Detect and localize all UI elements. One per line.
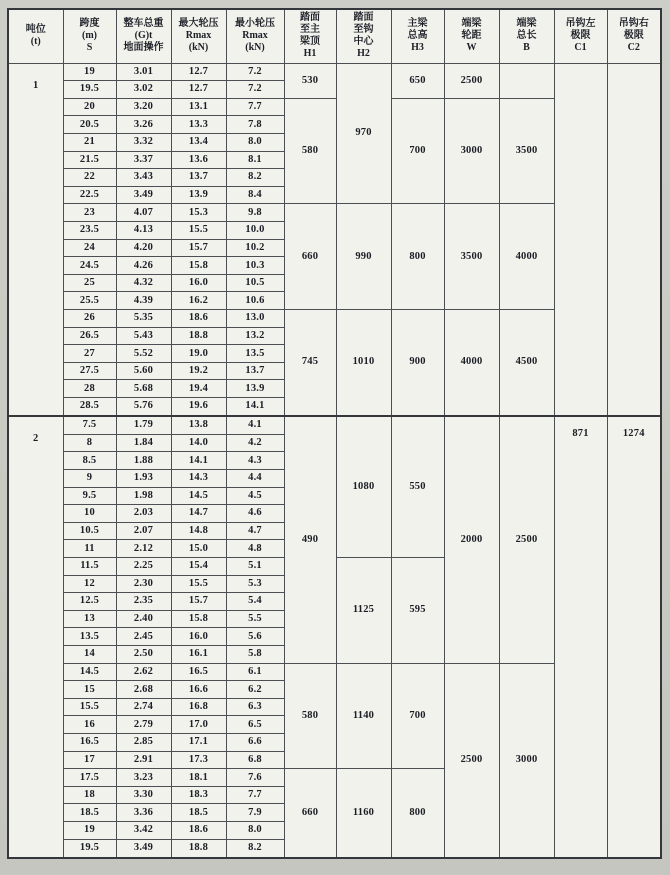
merged-cell-b: 4500 [499, 310, 554, 416]
cell-min-wheel-load: 13.2 [226, 327, 284, 345]
cell-min-wheel-load: 10.3 [226, 257, 284, 275]
cell-span: 23 [63, 204, 116, 222]
cell-span: 19 [63, 63, 116, 81]
header-line: Rmax [185, 30, 212, 42]
tonnage-cell: 1 [8, 63, 63, 416]
cell-total-weight: 2.07 [116, 522, 171, 540]
cell-span: 18 [63, 786, 116, 804]
merged-cell-h3: 900 [391, 310, 444, 416]
merged-cell-w: 3500 [444, 204, 499, 310]
merged-cell-h3: 650 [391, 63, 444, 98]
cell-min-wheel-load: 5.4 [226, 593, 284, 611]
cell-total-weight: 5.68 [116, 380, 171, 398]
merged-cell-h1: 530 [284, 63, 336, 98]
cell-total-weight: 3.23 [116, 769, 171, 787]
cell-total-weight: 3.26 [116, 116, 171, 134]
merged-cell-b: 2500 [499, 416, 554, 663]
cell-max-wheel-load: 18.3 [171, 786, 226, 804]
header-line: 最大轮压 [178, 18, 219, 30]
cell-min-wheel-load: 13.0 [226, 310, 284, 328]
cell-max-wheel-load: 15.7 [171, 593, 226, 611]
cell-total-weight: 1.88 [116, 452, 171, 470]
cell-span: 28 [63, 380, 116, 398]
merged-cell-h3: 550 [391, 416, 444, 558]
cell-span: 19.5 [63, 839, 116, 858]
cell-span: 15.5 [63, 698, 116, 716]
cell-max-wheel-load: 19.2 [171, 362, 226, 380]
merged-cell-h1: 490 [284, 416, 336, 663]
cell-total-weight: 3.36 [116, 804, 171, 822]
cell-max-wheel-load: 17.1 [171, 734, 226, 752]
cell-span: 17 [63, 751, 116, 769]
cell-min-wheel-load: 6.3 [226, 698, 284, 716]
cell-span: 26 [63, 310, 116, 328]
cell-max-wheel-load: 13.1 [171, 98, 226, 116]
cell-span: 8 [63, 434, 116, 452]
merged-cell-c2: 1274 [607, 416, 661, 858]
merged-cell-b: 3500 [499, 98, 554, 204]
cell-min-wheel-load: 6.1 [226, 663, 284, 681]
cell-span: 14 [63, 645, 116, 663]
cell-span: 25 [63, 274, 116, 292]
cell-span: 10.5 [63, 522, 116, 540]
cell-total-weight: 3.49 [116, 839, 171, 858]
cell-min-wheel-load: 10.6 [226, 292, 284, 310]
cell-min-wheel-load: 8.2 [226, 839, 284, 858]
cell-total-weight: 5.76 [116, 398, 171, 416]
header-line: 吊钩左 [565, 18, 596, 30]
cell-span: 19.5 [63, 81, 116, 99]
header-line: 踏面 [300, 12, 320, 24]
cell-span: 26.5 [63, 327, 116, 345]
header-line: H3 [411, 42, 424, 54]
cell-min-wheel-load: 8.1 [226, 151, 284, 169]
header-row [8, 9, 661, 63]
cell-span: 13 [63, 610, 116, 628]
header-total-weight [116, 9, 171, 63]
cell-max-wheel-load: 14.7 [171, 505, 226, 523]
header-h3 [391, 9, 444, 63]
merged-cell-h3: 700 [391, 663, 444, 769]
cell-total-weight: 3.01 [116, 63, 171, 81]
cell-max-wheel-load: 13.6 [171, 151, 226, 169]
merged-cell-b: 3000 [499, 663, 554, 858]
cell-total-weight: 4.39 [116, 292, 171, 310]
cell-max-wheel-load: 14.3 [171, 469, 226, 487]
merged-cell-w: 2000 [444, 416, 499, 663]
merged-cell-w: 2500 [444, 663, 499, 858]
cell-max-wheel-load: 18.8 [171, 839, 226, 858]
header-line: (kN) [188, 42, 209, 54]
table-header [8, 9, 661, 63]
cell-total-weight: 3.02 [116, 81, 171, 99]
cell-max-wheel-load: 15.8 [171, 257, 226, 275]
header-line: 主梁 [407, 18, 428, 30]
header-line: C1 [574, 42, 587, 54]
cell-span: 18.5 [63, 804, 116, 822]
header-c2 [607, 9, 661, 63]
cell-max-wheel-load: 17.0 [171, 716, 226, 734]
merged-cell-w: 3000 [444, 98, 499, 204]
header-line: (kN) [245, 42, 265, 54]
merged-cell-b: 4000 [499, 204, 554, 310]
cell-max-wheel-load: 16.2 [171, 292, 226, 310]
cell-span: 20 [63, 98, 116, 116]
cell-min-wheel-load: 10.2 [226, 239, 284, 257]
cell-min-wheel-load: 4.7 [226, 522, 284, 540]
cell-min-wheel-load: 5.8 [226, 645, 284, 663]
cell-max-wheel-load: 16.5 [171, 663, 226, 681]
merged-cell-h1: 580 [284, 98, 336, 204]
cell-span: 9.5 [63, 487, 116, 505]
cell-span: 20.5 [63, 116, 116, 134]
merged-cell-h2: 1010 [336, 310, 391, 416]
cell-span: 17.5 [63, 769, 116, 787]
cell-max-wheel-load: 15.5 [171, 221, 226, 239]
header-w [444, 9, 499, 63]
cell-span: 16.5 [63, 734, 116, 752]
cell-total-weight: 5.35 [116, 310, 171, 328]
header-line: 端梁 [516, 18, 537, 30]
cell-span: 15 [63, 681, 116, 699]
header-line: 梁顶 [300, 36, 320, 48]
table-row [8, 63, 661, 81]
merged-cell-b [499, 63, 554, 98]
cell-max-wheel-load: 13.7 [171, 169, 226, 187]
cell-max-wheel-load: 18.6 [171, 310, 226, 328]
header-line: 至主 [300, 24, 320, 36]
cell-min-wheel-load: 10.5 [226, 274, 284, 292]
cell-total-weight: 2.45 [116, 628, 171, 646]
header-line: Rmax [242, 30, 268, 42]
cell-min-wheel-load: 9.8 [226, 204, 284, 222]
cell-min-wheel-load: 7.2 [226, 81, 284, 99]
tonnage-cell: 2 [8, 416, 63, 858]
cell-min-wheel-load: 7.8 [226, 116, 284, 134]
header-line: 中心 [353, 36, 374, 48]
cell-total-weight: 3.20 [116, 98, 171, 116]
cell-min-wheel-load: 4.4 [226, 469, 284, 487]
cell-total-weight: 1.93 [116, 469, 171, 487]
cell-min-wheel-load: 13.7 [226, 362, 284, 380]
cell-max-wheel-load: 14.8 [171, 522, 226, 540]
merged-cell-h2: 970 [336, 63, 391, 204]
crane-spec-table [7, 8, 662, 859]
merged-cell-w: 2500 [444, 63, 499, 98]
cell-total-weight: 4.20 [116, 239, 171, 257]
cell-total-weight: 1.84 [116, 434, 171, 452]
cell-total-weight: 1.79 [116, 416, 171, 434]
cell-min-wheel-load: 4.5 [226, 487, 284, 505]
cell-min-wheel-load: 7.7 [226, 98, 284, 116]
header-line: 端梁 [461, 18, 482, 30]
cell-max-wheel-load: 16.0 [171, 628, 226, 646]
cell-min-wheel-load: 4.3 [226, 452, 284, 470]
merged-cell-h2: 1080 [336, 416, 391, 558]
header-line: 至钩 [353, 24, 374, 36]
cell-max-wheel-load: 15.5 [171, 575, 226, 593]
cell-max-wheel-load: 16.8 [171, 698, 226, 716]
cell-span: 8.5 [63, 452, 116, 470]
cell-total-weight: 2.74 [116, 698, 171, 716]
cell-total-weight: 2.03 [116, 505, 171, 523]
cell-max-wheel-load: 14.5 [171, 487, 226, 505]
header-line: 踏面 [353, 12, 374, 24]
cell-total-weight: 2.85 [116, 734, 171, 752]
header-line: C2 [627, 42, 640, 54]
header-line: H2 [357, 48, 370, 60]
cell-span: 24.5 [63, 257, 116, 275]
cell-min-wheel-load: 4.2 [226, 434, 284, 452]
cell-total-weight: 5.43 [116, 327, 171, 345]
header-line: W [466, 42, 477, 54]
cell-min-wheel-load: 6.8 [226, 751, 284, 769]
cell-span: 7.5 [63, 416, 116, 434]
cell-total-weight: 2.79 [116, 716, 171, 734]
cell-span: 28.5 [63, 398, 116, 416]
header-tonnage [8, 9, 63, 63]
header-h1 [284, 9, 336, 63]
cell-total-weight: 5.60 [116, 362, 171, 380]
header-line: 极限 [570, 30, 591, 42]
header-line: 轮距 [461, 30, 482, 42]
cell-max-wheel-load: 14.1 [171, 452, 226, 470]
cell-max-wheel-load: 15.7 [171, 239, 226, 257]
cell-max-wheel-load: 16.1 [171, 645, 226, 663]
header-line: 总长 [516, 30, 537, 42]
cell-total-weight: 2.91 [116, 751, 171, 769]
cell-min-wheel-load: 5.6 [226, 628, 284, 646]
header-line: 吊钩右 [618, 18, 649, 30]
cell-min-wheel-load: 4.8 [226, 540, 284, 558]
merged-cell-h3: 700 [391, 98, 444, 204]
cell-min-wheel-load: 7.7 [226, 786, 284, 804]
header-line: 吨位 [25, 24, 46, 36]
merged-cell-h3: 595 [391, 557, 444, 663]
header-line: 整车总重 [123, 18, 164, 30]
cell-min-wheel-load: 4.1 [226, 416, 284, 434]
cell-span: 22.5 [63, 186, 116, 204]
merged-cell-h1: 745 [284, 310, 336, 416]
merged-cell-h1: 660 [284, 204, 336, 310]
header-h2 [336, 9, 391, 63]
header-line: (G)t [134, 30, 153, 42]
header-span [63, 9, 116, 63]
cell-min-wheel-load: 6.5 [226, 716, 284, 734]
header-line: S [86, 42, 93, 54]
cell-min-wheel-load: 5.3 [226, 575, 284, 593]
cell-min-wheel-load: 8.2 [226, 169, 284, 187]
merged-cell-c1 [554, 63, 607, 416]
merged-cell-h3: 800 [391, 204, 444, 310]
merged-cell-w: 4000 [444, 310, 499, 416]
table-row [8, 416, 661, 434]
header-line: (t) [30, 36, 41, 48]
cell-max-wheel-load: 15.3 [171, 204, 226, 222]
merged-cell-c2 [607, 63, 661, 416]
cell-span: 16 [63, 716, 116, 734]
merged-cell-h2: 990 [336, 204, 391, 310]
cell-max-wheel-load: 15.0 [171, 540, 226, 558]
cell-span: 21.5 [63, 151, 116, 169]
header-line: 总高 [407, 30, 428, 42]
header-line: (m) [82, 30, 97, 42]
cell-min-wheel-load: 14.1 [226, 398, 284, 416]
cell-max-wheel-load: 13.9 [171, 186, 226, 204]
header-line: 地面操作 [123, 42, 164, 54]
merged-cell-h3: 800 [391, 769, 444, 858]
cell-max-wheel-load: 12.7 [171, 81, 226, 99]
cell-total-weight: 2.12 [116, 540, 171, 558]
cell-min-wheel-load: 8.0 [226, 133, 284, 151]
cell-span: 13.5 [63, 628, 116, 646]
cell-max-wheel-load: 16.6 [171, 681, 226, 699]
cell-min-wheel-load: 4.6 [226, 505, 284, 523]
cell-span: 27.5 [63, 362, 116, 380]
cell-span: 27 [63, 345, 116, 363]
cell-max-wheel-load: 13.3 [171, 116, 226, 134]
header-min-wheel-load [226, 9, 284, 63]
merged-cell-h1: 660 [284, 769, 336, 858]
cell-total-weight: 2.68 [116, 681, 171, 699]
cell-min-wheel-load: 13.5 [226, 345, 284, 363]
cell-total-weight: 3.32 [116, 133, 171, 151]
cell-max-wheel-load: 14.0 [171, 434, 226, 452]
cell-total-weight: 2.35 [116, 593, 171, 611]
cell-max-wheel-load: 17.3 [171, 751, 226, 769]
header-line: B [523, 42, 530, 54]
cell-max-wheel-load: 15.4 [171, 557, 226, 575]
merged-cell-h1: 580 [284, 663, 336, 769]
cell-min-wheel-load: 7.6 [226, 769, 284, 787]
cell-min-wheel-load: 10.0 [226, 221, 284, 239]
cell-span: 14.5 [63, 663, 116, 681]
header-c1 [554, 9, 607, 63]
cell-span: 21 [63, 133, 116, 151]
cell-min-wheel-load: 13.9 [226, 380, 284, 398]
cell-total-weight: 3.42 [116, 822, 171, 840]
cell-total-weight: 1.98 [116, 487, 171, 505]
cell-total-weight: 3.43 [116, 169, 171, 187]
cell-span: 25.5 [63, 292, 116, 310]
cell-span: 10 [63, 505, 116, 523]
cell-max-wheel-load: 18.6 [171, 822, 226, 840]
cell-total-weight: 2.50 [116, 645, 171, 663]
cell-min-wheel-load: 5.1 [226, 557, 284, 575]
header-line: H1 [303, 48, 317, 60]
cell-total-weight: 5.52 [116, 345, 171, 363]
cell-total-weight: 4.07 [116, 204, 171, 222]
cell-span: 24 [63, 239, 116, 257]
cell-max-wheel-load: 18.5 [171, 804, 226, 822]
cell-max-wheel-load: 13.8 [171, 416, 226, 434]
cell-span: 11.5 [63, 557, 116, 575]
cell-total-weight: 3.30 [116, 786, 171, 804]
cell-min-wheel-load: 8.4 [226, 186, 284, 204]
cell-span: 9 [63, 469, 116, 487]
header-max-wheel-load [171, 9, 226, 63]
cell-total-weight: 2.30 [116, 575, 171, 593]
cell-max-wheel-load: 12.7 [171, 63, 226, 81]
header-line: 最小轮压 [235, 18, 275, 30]
cell-min-wheel-load: 6.6 [226, 734, 284, 752]
cell-min-wheel-load: 8.0 [226, 822, 284, 840]
cell-total-weight: 3.37 [116, 151, 171, 169]
cell-total-weight: 4.26 [116, 257, 171, 275]
cell-span: 12.5 [63, 593, 116, 611]
header-line: 跨度 [79, 18, 100, 30]
cell-min-wheel-load: 5.5 [226, 610, 284, 628]
header-b [499, 9, 554, 63]
cell-max-wheel-load: 15.8 [171, 610, 226, 628]
cell-max-wheel-load: 13.4 [171, 133, 226, 151]
cell-total-weight: 2.40 [116, 610, 171, 628]
cell-span: 11 [63, 540, 116, 558]
header-line: 极限 [623, 30, 644, 42]
cell-total-weight: 4.32 [116, 274, 171, 292]
table-body [8, 63, 661, 858]
merged-cell-h2: 1140 [336, 663, 391, 769]
cell-max-wheel-load: 16.0 [171, 274, 226, 292]
cell-min-wheel-load: 7.9 [226, 804, 284, 822]
cell-span: 22 [63, 169, 116, 187]
cell-total-weight: 3.49 [116, 186, 171, 204]
merged-cell-h2: 1160 [336, 769, 391, 858]
cell-total-weight: 2.25 [116, 557, 171, 575]
cell-min-wheel-load: 7.2 [226, 63, 284, 81]
cell-min-wheel-load: 6.2 [226, 681, 284, 699]
cell-span: 19 [63, 822, 116, 840]
cell-max-wheel-load: 19.0 [171, 345, 226, 363]
cell-max-wheel-load: 19.4 [171, 380, 226, 398]
cell-max-wheel-load: 18.1 [171, 769, 226, 787]
cell-total-weight: 4.13 [116, 221, 171, 239]
merged-cell-h2: 1125 [336, 557, 391, 663]
cell-span: 12 [63, 575, 116, 593]
cell-max-wheel-load: 19.6 [171, 398, 226, 416]
cell-max-wheel-load: 18.8 [171, 327, 226, 345]
merged-cell-c1: 871 [554, 416, 607, 858]
cell-total-weight: 2.62 [116, 663, 171, 681]
cell-span: 23.5 [63, 221, 116, 239]
